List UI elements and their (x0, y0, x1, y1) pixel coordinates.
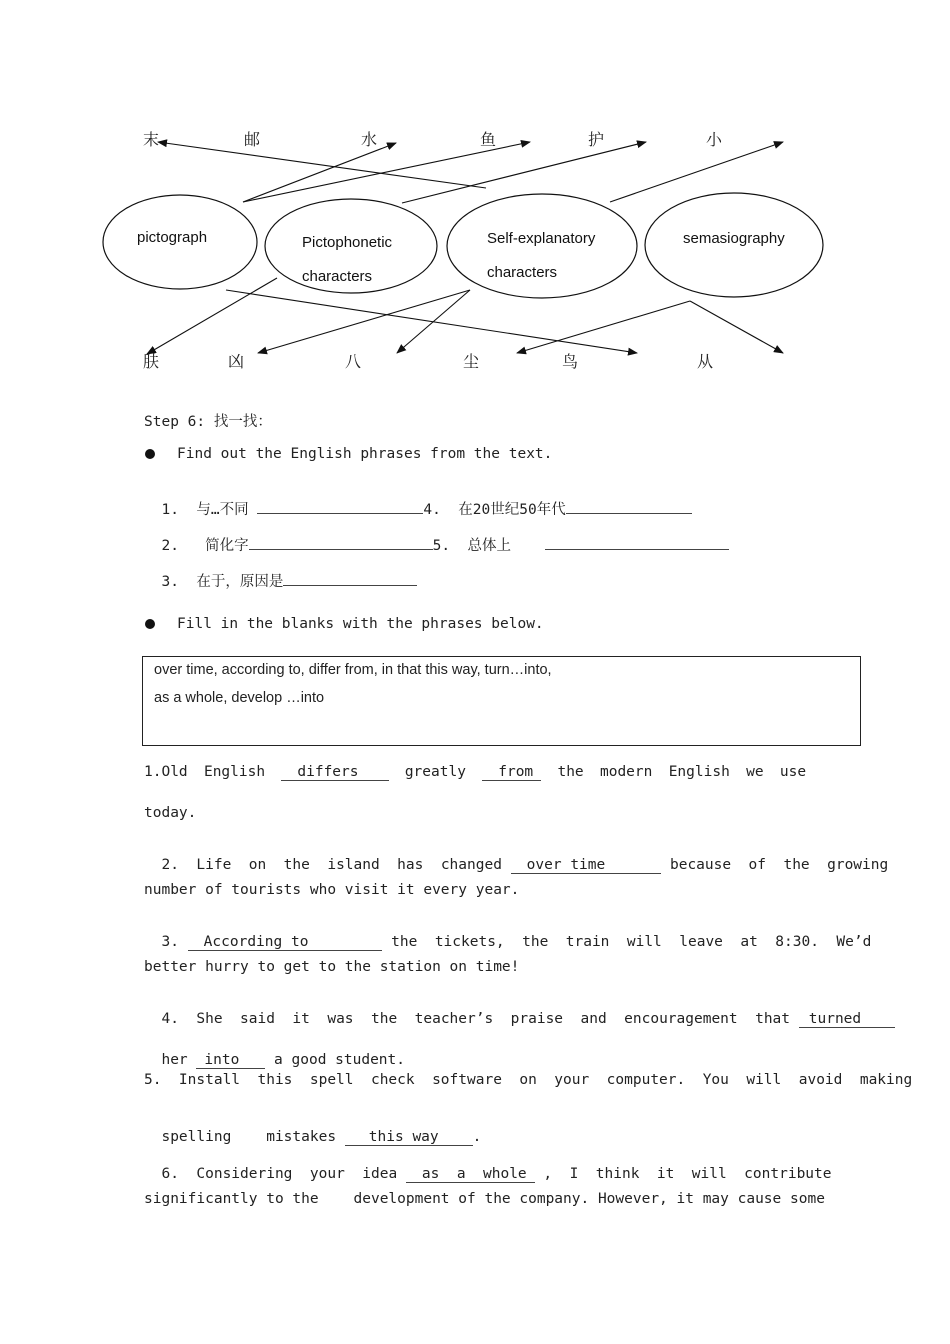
phrase-2 (144, 518, 729, 555)
exercise-6-line1 (144, 1150, 831, 1183)
label-self-explanatory-1: Self-explanatory (487, 230, 596, 247)
q1-word: English (203, 764, 266, 780)
q4-answer-2-text: into (204, 1052, 240, 1068)
q5-answer[interactable] (345, 1129, 473, 1146)
exercise-6-line2: significantly to the development of the company. However, it may cause some (144, 1191, 825, 1207)
phrase-2-label: 2. 简化字 (161, 538, 249, 554)
q5-text: spelling mistakes (161, 1129, 345, 1145)
q4-answer-1[interactable] (799, 1011, 895, 1028)
label-pictophonetic-1: Pictophonetic (302, 234, 393, 251)
arrow-to-fu (147, 278, 277, 354)
exercise-2-line1 (144, 841, 888, 874)
q6-answer[interactable] (406, 1166, 535, 1183)
q1-answer-1-text: differs (297, 764, 359, 780)
top-char-hu: 护 (588, 130, 605, 149)
q1-word: greatly (404, 764, 466, 780)
arrow-to-hu (402, 142, 646, 203)
diagram-arrows (0, 0, 950, 380)
bottom-char-niao: 鸟 (562, 352, 579, 371)
q1-word: use (779, 764, 807, 780)
bottom-char-fu: 肤 (143, 352, 160, 371)
phrase-box-line1: over time, according to, differ from, in that this way, turn…into, (154, 662, 552, 678)
arrow-to-chen (517, 301, 690, 353)
top-char-xiao: 小 (706, 130, 723, 149)
arrow-to-cong (690, 301, 783, 353)
bottom-char-chen: 尘 (463, 352, 480, 371)
step6-title: Step 6: 找一找： (144, 414, 272, 430)
exercise-3-line2: better hurry to get to the station on time! (144, 959, 520, 975)
arrow-to-xiao (610, 142, 783, 202)
q3-text: 3. (161, 934, 188, 950)
exercise-2-line2: number of tourists who visit it every year. (144, 882, 520, 898)
arrow-to-yu (243, 142, 530, 202)
q4-text: 4. She said it was the teacher’s praise and encouragement that (161, 1011, 799, 1027)
q1-answer-1[interactable] (281, 764, 388, 781)
bullet-dot (145, 449, 155, 459)
phrase-4-label: 4. 在20世纪50年代 (423, 502, 566, 518)
phrase-3-label: 3. 在于，原因是 (161, 574, 284, 590)
q6-text: 6. Considering your idea (161, 1166, 406, 1182)
q2-answer-text: over time (526, 857, 606, 873)
bottom-char-ba: 八 (345, 352, 362, 371)
top-char-yu: 鱼 (480, 130, 497, 149)
q5-answer-text: this way (368, 1129, 439, 1145)
phrase-2-blank[interactable] (249, 549, 433, 550)
q1-word: English (668, 764, 730, 780)
q1-word: modern (599, 764, 653, 780)
phrase-3 (144, 554, 417, 591)
exercise-5-line1: 5. Install this spell check software on your computer. You will avoid making (144, 1072, 913, 1088)
top-char-you: 邮 (244, 130, 261, 149)
phrase-4-blank[interactable] (566, 513, 692, 514)
bottom-char-cong: 从 (697, 352, 714, 371)
phrase-1-blank[interactable] (257, 513, 423, 514)
exercise-5-line2 (144, 1113, 481, 1146)
bullet-find-phrases: Find out the English phrases from the text. (177, 446, 553, 462)
q1-answer-2-text: from (498, 764, 534, 780)
exercise-1-line2: today. (144, 805, 197, 821)
label-pictograph: pictograph (137, 229, 208, 246)
exercise-4-line2 (144, 1036, 405, 1069)
q1-word: we (746, 764, 764, 780)
q2-text: 2. Life on the island has changed (161, 857, 511, 873)
phrase-5-blank[interactable] (545, 549, 729, 550)
q1-answer-2[interactable] (482, 764, 541, 781)
q4-answer-2[interactable] (196, 1052, 265, 1069)
q1-word: 1.Old (144, 764, 188, 780)
q4-text: her (161, 1052, 197, 1068)
label-pictophonetic-2: characters (302, 268, 373, 285)
q6-text: , I think it will contribute (534, 1166, 832, 1182)
q2-answer[interactable] (511, 857, 662, 874)
bottom-char-xiong: 凶 (228, 352, 245, 371)
label-self-explanatory-2: characters (487, 264, 558, 281)
phrase-1 (144, 482, 692, 519)
arrow-to-niao (226, 290, 637, 353)
top-char-shui: 水 (361, 130, 378, 149)
exercise-4-line1 (144, 995, 895, 1028)
bullet-fill-blanks: Fill in the blanks with the phrases below. (177, 616, 544, 632)
top-char-mo: 末 (143, 130, 160, 149)
phrase-1-label: 1. 与…不同 (161, 502, 258, 518)
q3-answer-text: According to (203, 934, 309, 950)
exercise-3-line1 (144, 918, 871, 951)
phrase-5-label: 5. 总体上 (432, 538, 529, 554)
label-semasiography: semasiography (683, 230, 785, 247)
q4-text: a good student. (265, 1052, 405, 1068)
bullet-dot (145, 619, 155, 629)
q3-text: the tickets, the train will leave at 8:30. We’d (382, 934, 872, 950)
q2-text: because of the growing (661, 857, 889, 873)
exercise-1-line1 (144, 764, 806, 781)
phrase-box (142, 656, 861, 746)
arrow-to-mo (158, 142, 486, 188)
q5-text: . (472, 1129, 482, 1145)
phrase-3-blank[interactable] (283, 585, 417, 586)
q1-word: the (557, 764, 584, 780)
q3-answer[interactable] (188, 934, 383, 951)
q4-answer-1-text: turned (808, 1011, 862, 1027)
q6-answer-text: as a whole (421, 1166, 527, 1182)
phrase-box-line2: as a whole, develop …into (154, 690, 325, 706)
